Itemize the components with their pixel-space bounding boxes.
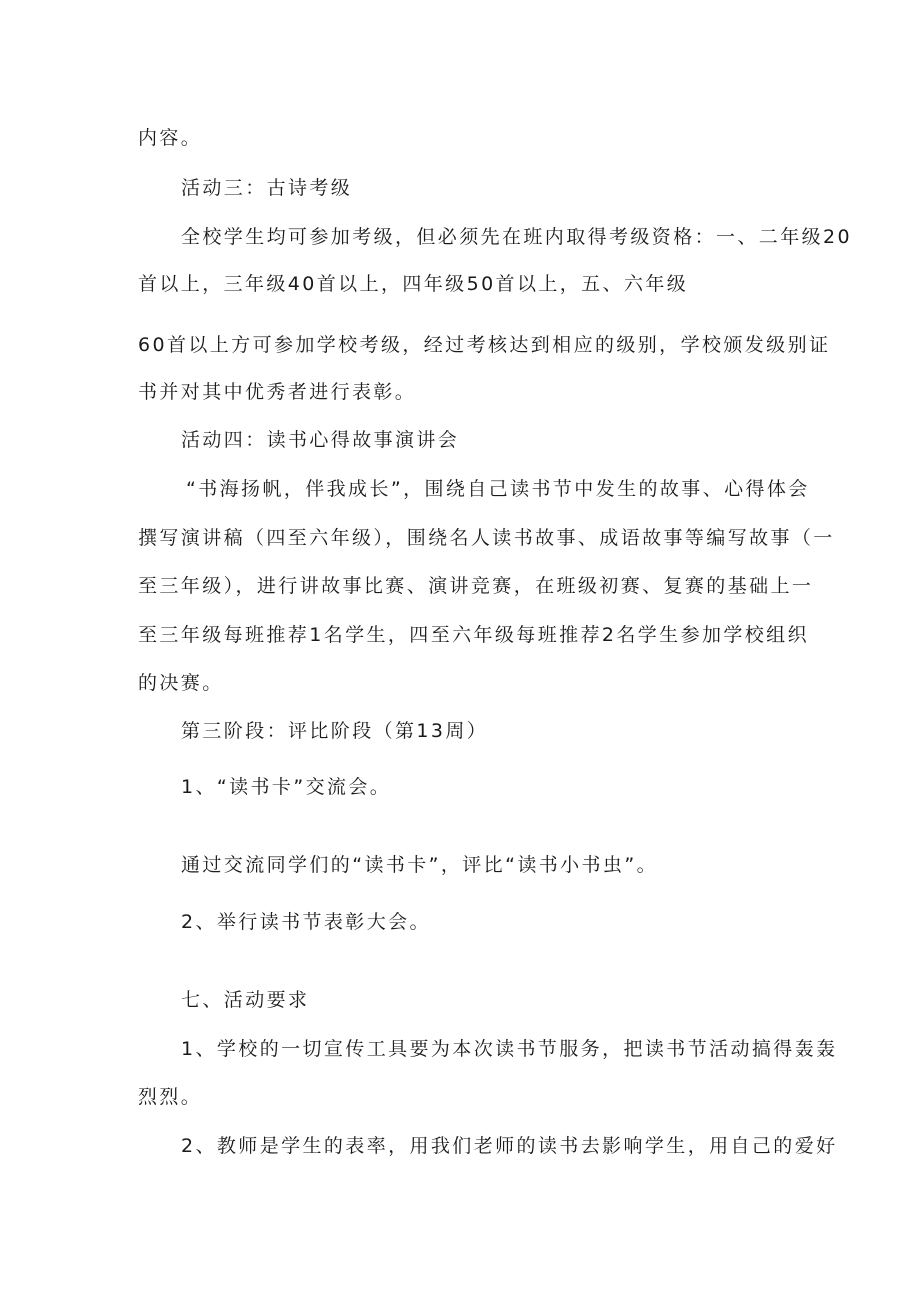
list-item: 1、“读书卡”交流会。 <box>181 776 392 798</box>
text-line: 内容。 <box>138 127 203 149</box>
text-line: 书并对其中优秀者进行表彰。 <box>138 381 417 403</box>
list-item: 1、学校的一切宣传工具要为本次读书节服务，把读书节活动搞得轰轰 <box>181 1038 838 1060</box>
text-line: “书海扬帆，伴我成长”，围绕自己读书节中发生的故事、心得体会 <box>186 478 810 500</box>
section-heading: 活动四：读书心得故事演讲会 <box>181 429 460 451</box>
text-line: 的决赛。 <box>138 672 224 694</box>
section-heading: 七、活动要求 <box>181 989 310 1011</box>
text-line: 至三年级每班推荐1名学生，四至六年级每班推荐2名学生参加学校组织 <box>138 624 809 646</box>
list-item: 2、举行读书节表彰大会。 <box>181 911 431 933</box>
text-line: 烈烈。 <box>138 1086 203 1108</box>
section-heading: 活动三：古诗考级 <box>181 177 353 199</box>
section-heading: 第三阶段：评比阶段（第13周） <box>181 720 489 742</box>
text-line: 撰写演讲稿（四至六年级），围绕名人读书故事、成语故事等编写故事（一 <box>138 527 835 549</box>
text-line: 至三年级），进行讲故事比赛、演讲竞赛，在班级初赛、复赛的基础上一 <box>138 575 814 597</box>
text-line: 60首以上方可参加学校考级，经过考核达到相应的级别，学校颁发级别证 <box>138 334 831 356</box>
text-line: 首以上，三年级40首以上，四年级50首以上，五、六年级 <box>138 273 689 295</box>
list-item: 2、教师是学生的表率，用我们老师的读书去影响学生，用自己的爱好 <box>181 1135 838 1157</box>
text-line: 全校学生均可参加考级，但必须先在班内取得考级资格：一、二年级20 <box>181 226 852 248</box>
text-line: 通过交流同学们的“读书卡”，评比“读书小书虫”。 <box>181 854 658 876</box>
